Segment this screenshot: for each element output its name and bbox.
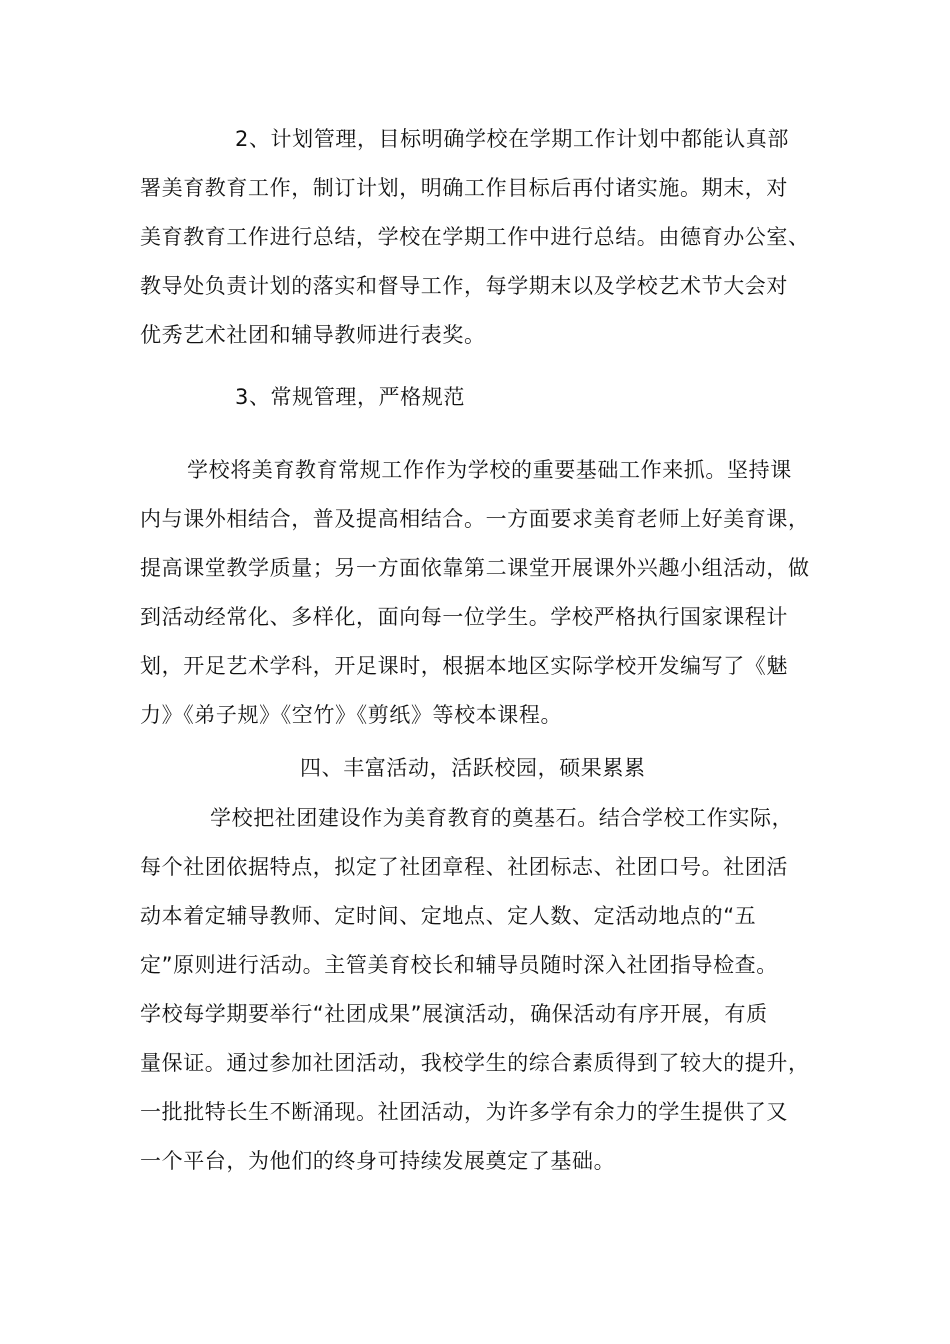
paragraph-line: 优秀艺术社团和辅导教师进行表奖。 — [140, 323, 486, 347]
paragraph-line: 定”原则进行活动。主管美育校长和辅导员随时深入社团指导检查。 — [140, 953, 778, 977]
paragraph-line: 学校把社团建设作为美育教育的奠基石。结合学校工作实际， — [210, 806, 794, 830]
paragraph-line: 美育教育工作进行总结，学校在学期工作中进行总结。由德育办公室、 — [140, 225, 810, 249]
paragraph-line: 每个社团依据特点，拟定了社团章程、社团标志、社团口号。社团活 — [140, 855, 788, 879]
paragraph-line: 学校每学期要举行“社团成果”展演活动，确保活动有序开展，有质 — [140, 1002, 768, 1026]
paragraph-line: 到活动经常化、多样化，面向每一位学生。学校严格执行国家课程计 — [140, 605, 788, 629]
paragraph-line: 教导处负责计划的落实和督导工作，每学期末以及学校艺术节大会对 — [140, 274, 788, 298]
paragraph-line: 动本着定辅导教师、定时间、定地点、定人数、定活动地点的“五 — [140, 904, 757, 928]
paragraph-line: 署美育教育工作，制订计划，明确工作目标后再付诸实施。期末，对 — [140, 176, 788, 200]
paragraph-line: 内与课外相结合，普及提高相结合。一方面要求美育老师上好美育课， — [140, 507, 810, 531]
paragraph-line: 划，开足艺术学科，开足课时，根据本地区实际学校开发编写了《魅 — [140, 654, 788, 678]
paragraph-line: 2、计划管理，目标明确学校在学期工作计划中都能认真部 — [235, 127, 789, 151]
paragraph-line: 一批批特长生不断涌现。社团活动，为许多学有余力的学生提供了又 — [140, 1100, 788, 1124]
section-heading: 四、丰富活动，活跃校园，硕果累累 — [300, 756, 646, 780]
paragraph-line: 力》《弟子规》《空竹》《剪纸》等校本课程。 — [140, 703, 563, 727]
subsection-heading: 3、常规管理，严格规范 — [235, 385, 465, 409]
paragraph-line: 学校将美育教育常规工作作为学校的重要基础工作来抓。坚持课 — [187, 458, 792, 482]
paragraph-line: 提高课堂教学质量；另一方面依靠第二课堂开展课外兴趣小组活动，做 — [140, 556, 810, 580]
paragraph-line: 量保证。通过参加社团活动，我校学生的综合素质得到了较大的提升， — [140, 1051, 810, 1075]
paragraph-line: 一个平台，为他们的终身可持续发展奠定了基础。 — [140, 1149, 616, 1173]
